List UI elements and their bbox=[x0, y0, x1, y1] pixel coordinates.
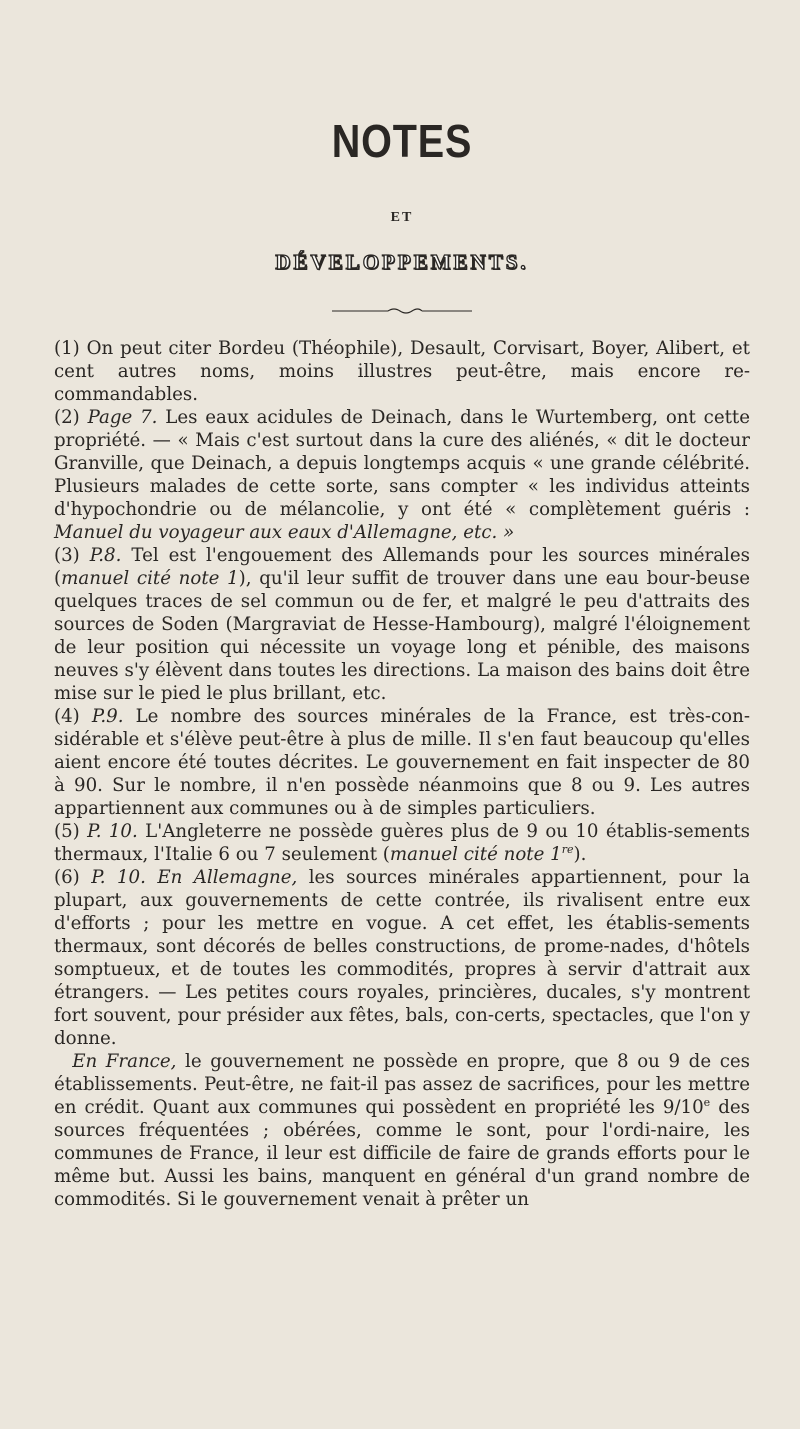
note-reference-number: 1 bbox=[550, 844, 562, 865]
note-text: Les eaux acidules de Deinach, dans le Wurtemberg, ont cette propriété. — « Mais c'est surtout dans la cure des aliénés, « dit le docteur Granville, que Deinach, a depuis longtemps acquis « une grande célébrité. Plusieurs malades de cette sorte, sans compter « les individus atteints d'hypochondrie ou de mélancolie, y ont été « complètement guéris : bbox=[54, 407, 750, 520]
note-citation-end: etc. » bbox=[463, 522, 515, 543]
title-conjunction: ET bbox=[390, 210, 414, 225]
note-3 bbox=[54, 544, 750, 705]
note-number: (3) bbox=[54, 545, 80, 566]
note-text: Tel est l'engouement des Allemands pour les sources minérales ( bbox=[54, 545, 750, 589]
note-4 bbox=[54, 705, 750, 820]
note-6 bbox=[54, 866, 750, 1211]
note-number: (2) bbox=[54, 407, 80, 428]
note-page-ref: P. 10. bbox=[91, 867, 146, 888]
note-reference: manuel cité note 1 bbox=[61, 568, 239, 589]
note-5 bbox=[54, 820, 750, 866]
note-citation: Manuel du voyageur aux eaux d'Allemagne, bbox=[54, 522, 458, 543]
note-place-2: En France, bbox=[72, 1051, 177, 1072]
note-text-final: des sources fréquentées ; obérées, comme le sont, pour l'ordi-naire, les communes de France, il leur est difficile de faire de grands efforts pour le même but. Aussi les bains, manquent en général d'un grand nombre de commodités. Si le gouvernement venait à prêter un bbox=[54, 1097, 750, 1210]
note-page-ref: P. 10. bbox=[87, 821, 138, 842]
note-place: En Allemagne, bbox=[157, 867, 298, 888]
divider-ornament-icon bbox=[332, 307, 472, 315]
note-page-ref: Page 7. bbox=[87, 407, 158, 428]
note-text-continued: le gouvernement ne possède en propre, que 8 ou 9 de ces établissements. Peut-être, ne fait-il pas assez de sacrifices, pour les mettre en crédit. Quant aux communes qui possèdent en propriété les 9/10 bbox=[54, 1051, 750, 1118]
note-page-ref: P.8. bbox=[89, 545, 122, 566]
note-number: (4) bbox=[54, 706, 80, 727]
note-1 bbox=[54, 337, 750, 406]
note-2 bbox=[54, 406, 750, 544]
note-text-end: ). bbox=[573, 844, 587, 865]
note-number: (6) bbox=[54, 867, 80, 888]
page-subtitle: DÉVELOPPEMENTS. bbox=[275, 250, 529, 274]
note-reference: manuel cité note bbox=[389, 844, 545, 865]
notes-body bbox=[54, 337, 750, 1211]
note-superscript: e bbox=[703, 1095, 711, 1109]
note-text: L'Angleterre ne possède guères plus de 9 ou 10 établis-sements thermaux, l'Italie 6 ou 7 seulement ( bbox=[54, 821, 750, 865]
note-text: les sources minérales appartiennent, pour la plupart, aux gouvernements de cette contrée, ils rivalisent entre eux d'efforts ; pour les mettre en vogue. A cet effet, les établis-sements thermaux, sont décorés de belles constructions, de prome-nades, d'hôtels somptueux, et de toutes les commodités, propres à servir d'attrait aux étrangers. — Les petites cours royales, princières, ducales, s'y montrent fort souvent, pour présider aux fêtes, bals, con-certs, spectacles, que l'on y donne. bbox=[54, 867, 750, 1049]
note-text-continued: ), qu'il leur suffit de trouver dans une eau bour-beuse quelques traces de sel commun ou de fer, et malgré le peu d'attraits des sources de Soden (Margraviat de Hesse-Hambourg), malgré l'éloignement de leur position qui nécessite un voyage long et pénible, des maisons neuves s'y élèvent dans toutes les directions. La maison des bains doit être mise sur le pied le plus brillant, etc. bbox=[54, 568, 750, 704]
page-title: NOTES bbox=[331, 115, 473, 167]
note-number: (5) bbox=[54, 821, 80, 842]
note-reference-superscript: re bbox=[561, 842, 574, 856]
note-page-ref: P.9. bbox=[91, 706, 124, 727]
note-text: On peut citer Bordeu (Théophile), Desault, Corvisart, Boyer, Alibert, et cent autres noms, moins illustres peut-être, mais encore re-commandables. bbox=[54, 338, 750, 405]
note-text: Le nombre des sources minérales de la France, est très-con-sidérable et s'élève peut-être à plus de mille. Il s'en faut beaucoup qu'elles aient encore été toutes décrites. Le gouvernement en fait inspecter de 80 à 90. Sur le nombre, il n'en possède néanmoins que 8 ou 9. Les autres appartiennent aux communes ou à de simples particuliers. bbox=[54, 706, 750, 819]
note-number: (1) bbox=[54, 338, 80, 359]
